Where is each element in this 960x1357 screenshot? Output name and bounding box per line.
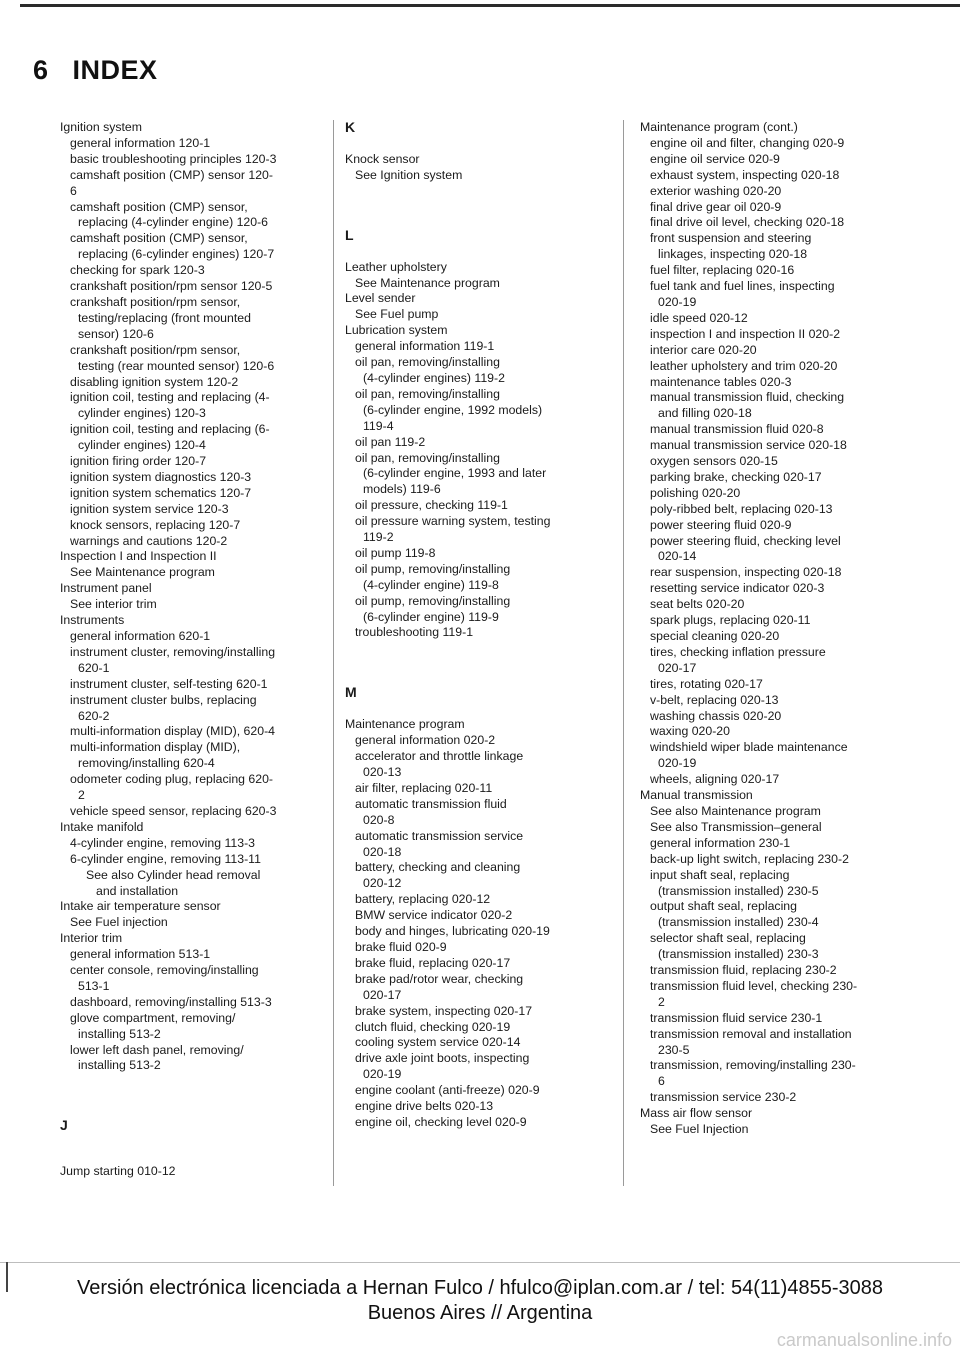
index-subentry: troubleshooting 119-1: [355, 625, 474, 640]
index-subentry: transmission removal and installation: [650, 1026, 852, 1041]
index-subentry: input shaft seal, replacing: [650, 867, 790, 882]
index-subentry: manual transmission fluid 020-8: [650, 422, 824, 437]
index-subentry: rear suspension, inspecting 020-18: [650, 565, 842, 580]
index-subentry: wheels, aligning 020-17: [650, 772, 780, 787]
index-subentry: cylinder engines) 120-4: [78, 438, 206, 453]
index-subentry: See Fuel Injection: [650, 1122, 749, 1137]
index-subentry: See Fuel injection: [70, 915, 168, 930]
index-heading: Inspection I and Inspection II: [60, 549, 217, 564]
index-subentry: battery, replacing 020-12: [355, 892, 491, 907]
index-subentry: 020-19: [658, 756, 697, 771]
index-subentry: See interior trim: [70, 597, 157, 612]
index-subentry: air filter, replacing 020-11: [355, 780, 493, 795]
index-subentry: transmission fluid service 230-1: [650, 1010, 823, 1025]
index-subentry: general information 120-1: [70, 135, 211, 150]
index-subentry: testing/replacing (front mounted: [78, 310, 251, 325]
index-subentry: brake fluid, replacing 020-17: [355, 955, 511, 970]
index-subentry: 020-17: [658, 660, 697, 675]
index-subentry: BMW service indicator 020-2: [355, 908, 513, 923]
index-subentry: spark plugs, replacing 020-11: [650, 613, 811, 628]
watermark: carmanualsonline.info: [776, 1330, 952, 1350]
index-subentry: automatic transmission service: [355, 828, 524, 843]
index-subentry: tires, rotating 020-17: [650, 676, 763, 691]
index-subentry: installing 513-2: [78, 1058, 161, 1073]
index-subentry: glove compartment, removing/: [70, 1010, 236, 1025]
index-subentry: ignition system service 120-3: [70, 501, 229, 516]
index-subentry: 020-19: [363, 1067, 402, 1082]
index-subentry: installing 513-2: [78, 1026, 161, 1041]
index-subentry: oil pump 119-8: [355, 545, 436, 560]
index-subentry: engine oil service 020-9: [650, 151, 780, 166]
index-subentry: polishing 020-20: [650, 485, 741, 500]
index-subentry: brake fluid 020-9: [355, 939, 447, 954]
index-subentry: power steering fluid 020-9: [650, 517, 792, 532]
index-subentry: odometer coding plug, replacing 620-: [70, 772, 274, 787]
index-subentry: exhaust system, inspecting 020-18: [650, 167, 840, 182]
index-subentry: oil pump, removing/installing: [355, 593, 511, 608]
spacer: [345, 136, 617, 152]
index-subentry: crankshaft position/rpm sensor,: [70, 342, 241, 357]
index-subentry: leather upholstery and trim 020-20: [650, 358, 838, 373]
index-subentry: crankshaft position/rpm sensor 120-5: [70, 279, 273, 294]
index-subentry: See Fuel pump: [355, 307, 439, 322]
index-heading: Level sender: [345, 291, 416, 306]
index-subentry: transmission fluid level, checking 230-: [650, 978, 858, 993]
index-subentry: drive axle joint boots, inspecting: [355, 1051, 530, 1066]
index-subentry: poly-ribbed belt, replacing 020-13: [650, 501, 833, 516]
index-subentry: (4-cylinder engine) 119-8: [363, 577, 499, 592]
index-subentry: oil pump, removing/installing: [355, 561, 511, 576]
spacer: [345, 184, 617, 228]
index-subentry: camshaft position (CMP) sensor 120-: [70, 167, 273, 182]
index-heading: Ignition system: [60, 120, 143, 134]
index-subentry: dashboard, removing/installing 513-3: [70, 994, 272, 1009]
index-subentry: general information 119-1: [355, 339, 495, 354]
index-subentry: automatic transmission fluid: [355, 796, 507, 811]
index-subentry: warnings and cautions 120-2: [70, 533, 228, 548]
index-subentry: power steering fluid, checking level: [650, 533, 841, 548]
index-subentry: instrument cluster, self-testing 620-1: [70, 676, 268, 691]
index-subentry: replacing (6-cylinder engines) 120-7: [78, 247, 275, 262]
index-heading: Knock sensor: [345, 151, 420, 166]
index-subentry: 2: [658, 994, 665, 1009]
index-subentry: engine oil and filter, changing 020-9: [650, 135, 845, 150]
index-subentry: 620-1: [78, 660, 110, 675]
index-subentry: camshaft position (CMP) sensor,: [70, 199, 248, 214]
index-heading: Instrument panel: [60, 581, 152, 596]
page-number: 6: [33, 54, 49, 85]
index-subentry: See also Transmission–general: [650, 819, 822, 834]
index-subentry: See also Maintenance program: [650, 803, 821, 818]
index-subentry: oil pan, removing/installing: [355, 450, 500, 465]
index-subentry: manual transmission fluid, checking: [650, 390, 845, 405]
index-subentry: 020-12: [363, 876, 402, 891]
index-subentry: 230-5: [658, 1042, 690, 1057]
index-subentry: (6-cylinder engine) 119-9: [363, 609, 499, 624]
index-subentry: fuel tank and fuel lines, inspecting: [650, 279, 835, 294]
index-heading: Leather upholstery: [345, 259, 447, 274]
index-subentry: final drive gear oil 020-9: [650, 199, 782, 214]
index-subentry: maintenance tables 020-3: [650, 374, 792, 389]
index-subentry: clutch fluid, checking 020-19: [355, 1019, 511, 1034]
index-column-2: [345, 120, 617, 1131]
index-subentry: accelerator and throttle linkage: [355, 749, 524, 764]
section-letter: M: [345, 684, 357, 701]
index-subentry: oil pan, removing/installing: [355, 355, 500, 370]
index-subentry: resetting service indicator 020-3: [650, 581, 825, 596]
page-title: INDEX: [72, 54, 158, 85]
index-subentry: (transmission installed) 230-3: [658, 947, 819, 962]
index-subentry: 020-18: [363, 844, 402, 859]
index-subentry: knock sensors, replacing 120-7: [70, 517, 241, 532]
index-subentry: vehicle speed sensor, replacing 620-3: [70, 803, 277, 818]
index-heading: Interior trim: [60, 931, 123, 946]
index-subentry: tires, checking inflation pressure: [650, 644, 826, 659]
index-subentry: multi-information display (MID),: [70, 740, 241, 755]
index-subentry: 020-19: [658, 294, 697, 309]
top-rule: [20, 4, 960, 7]
index-subentry: (6-cylinder engine, 1992 models): [363, 402, 543, 417]
index-subentry: back-up light switch, replacing 230-2: [650, 851, 849, 866]
index-column-1: [60, 120, 332, 1180]
index-heading: Intake air temperature sensor: [60, 899, 221, 914]
index-subentry: See Maintenance program: [355, 275, 500, 290]
index-subentry: general information 020-2: [355, 733, 496, 748]
section-letter: K: [345, 119, 356, 135]
index-subentry: oil pressure, checking 119-1: [355, 498, 508, 513]
index-subentry: transmission, removing/installing 230-: [650, 1058, 856, 1073]
index-subentry: 6: [658, 1074, 665, 1089]
index-subentry: 020-8: [363, 812, 395, 827]
index-subentry: fuel filter, replacing 020-16: [650, 263, 795, 278]
index-subentry: general information 620-1: [70, 629, 211, 643]
index-subentry: and filling 020-18: [658, 406, 752, 421]
index-subentry: checking for spark 120-3: [70, 263, 205, 278]
index-subentry: sensor) 120-6: [78, 326, 154, 341]
page-header: [33, 52, 158, 88]
index-subentry: manual transmission service 020-18: [650, 438, 847, 453]
section-letter: J: [60, 1117, 68, 1134]
index-heading: Maintenance program (cont.): [640, 120, 798, 134]
index-subentry: front suspension and steering: [650, 231, 812, 246]
index-subentry: oxygen sensors 020-15: [650, 454, 778, 469]
index-subentry: removing/installing 620-4: [78, 756, 215, 771]
index-subentry: replacing (4-cylinder engine) 120-6: [78, 215, 269, 230]
license-line: Versión electrónica licenciada a Hernan Fulco / hfulco@iplan.com.ar / tel: 54(11)4855-3088: [77, 1277, 883, 1299]
index-heading: Maintenance program: [345, 717, 465, 732]
index-heading: Lubrication system: [345, 323, 448, 338]
location-line: Buenos Aires // Argentina: [367, 1302, 593, 1324]
index-subentry: selector shaft seal, replacing: [650, 931, 806, 946]
index-subentry: See Maintenance program: [70, 565, 215, 580]
index-subentry: ignition coil, testing and replacing (4-: [70, 390, 270, 405]
index-subentry: oil pan 119-2: [355, 434, 426, 449]
index-subentry: 119-4: [363, 418, 394, 433]
index-subentry: models) 119-6: [363, 482, 441, 497]
index-subentry: transmission fluid, replacing 230-2: [650, 963, 837, 978]
column-divider: [333, 120, 334, 1186]
index-subentry: transmission service 230-2: [650, 1090, 797, 1105]
column-divider: [623, 120, 624, 1186]
index-column-3: [640, 120, 932, 1138]
index-subentry: 119-2: [363, 530, 394, 545]
spacer: [60, 1134, 332, 1164]
index-subentry: parking brake, checking 020-17: [650, 469, 822, 484]
spacer: [60, 1074, 332, 1118]
index-subentry: engine drive belts 020-13: [355, 1099, 494, 1114]
index-subentry: ignition coil, testing and replacing (6-: [70, 422, 270, 437]
index-subentry: instrument cluster, removing/installing: [70, 644, 276, 659]
index-subentry: ignition firing order 120-7: [70, 454, 207, 469]
index-subentry: 6-cylinder engine, removing 113-11: [70, 851, 261, 866]
index-subentry: exterior washing 020-20: [650, 183, 782, 198]
index-subentry: 020-17: [363, 987, 402, 1002]
index-subentry: cooling system service 020-14: [355, 1035, 521, 1050]
index-subentry: brake pad/rotor wear, checking: [355, 971, 524, 986]
index-subentry: engine oil, checking level 020-9: [355, 1114, 527, 1129]
index-subentry: 020-14: [658, 549, 697, 564]
index-heading: Instruments: [60, 613, 125, 628]
index-heading: Jump starting 010-12: [60, 1164, 176, 1179]
index-subentry: general information 513-1: [70, 947, 211, 962]
index-subentry: engine coolant (anti-freeze) 020-9: [355, 1083, 540, 1098]
index-subentry: cylinder engines) 120-3: [78, 406, 206, 421]
index-heading: Mass air flow sensor: [640, 1106, 753, 1121]
index-subentry: See also Cylinder head removal: [86, 867, 261, 882]
index-subentry: basic troubleshooting principles 120-3: [70, 151, 277, 166]
index-subentry: and installation: [96, 883, 179, 898]
spacer: [345, 641, 617, 685]
spacer: [345, 701, 617, 717]
index-subentry: oil pan, removing/installing: [355, 386, 500, 401]
index-subentry: 2: [78, 788, 85, 803]
section-letter: L: [345, 226, 354, 243]
index-subentry: (4-cylinder engines) 119-2: [363, 370, 505, 385]
index-subentry: camshaft position (CMP) sensor,: [70, 231, 248, 246]
index-subentry: general information 230-1: [650, 835, 791, 850]
index-subentry: lower left dash panel, removing/: [70, 1042, 244, 1057]
index-subentry: idle speed 020-12: [650, 310, 748, 325]
index-subentry: output shaft seal, replacing: [650, 899, 797, 914]
index-subentry: 020-13: [363, 765, 402, 779]
index-subentry: 620-2: [78, 708, 110, 723]
index-subentry: (transmission installed) 230-5: [658, 883, 819, 898]
index-subentry: 6: [70, 183, 77, 198]
index-subentry: disabling ignition system 120-2: [70, 374, 239, 389]
index-subentry: ignition system diagnostics 120-3: [70, 469, 252, 484]
index-subentry: seat belts 020-20: [650, 597, 745, 612]
index-subentry: final drive oil level, checking 020-18: [650, 215, 845, 230]
index-subentry: multi-information display (MID), 620-4: [70, 724, 276, 739]
index-subentry: 513-1: [78, 978, 110, 993]
index-subentry: battery, checking and cleaning: [355, 860, 521, 875]
index-subentry: v-belt, replacing 020-13: [650, 692, 779, 707]
index-subentry: (transmission installed) 230-4: [658, 915, 819, 930]
index-subentry: center console, removing/installing: [70, 963, 259, 978]
index-subentry: linkages, inspecting 020-18: [658, 247, 808, 262]
index-subentry: waxing 020-20: [650, 724, 730, 739]
index-subentry: washing chassis 020-20: [650, 708, 782, 723]
footer-rule: [0, 1262, 960, 1263]
index-subentry: brake system, inspecting 020-17: [355, 1003, 533, 1018]
index-subentry: oil pressure warning system, testing: [355, 514, 551, 529]
index-subentry: 4-cylinder engine, removing 113-3: [70, 835, 256, 850]
index-subentry: See Ignition system: [355, 167, 463, 182]
index-subentry: windshield wiper blade maintenance: [650, 740, 848, 755]
index-subentry: testing (rear mounted sensor) 120-6: [78, 358, 275, 373]
index-subentry: (6-cylinder engine, 1993 and later: [363, 466, 547, 481]
index-subentry: inspection I and inspection II 020-2: [650, 326, 841, 341]
index-subentry: instrument cluster bulbs, replacing: [70, 692, 257, 707]
index-subentry: crankshaft position/rpm sensor,: [70, 294, 241, 309]
index-heading: Intake manifold: [60, 819, 144, 834]
spacer: [345, 244, 617, 260]
index-subentry: interior care 020-20: [650, 342, 757, 357]
index-subentry: special cleaning 020-20: [650, 629, 780, 643]
index-heading: Manual transmission: [640, 788, 753, 803]
index-subentry: body and hinges, lubricating 020-19: [355, 924, 550, 939]
index-subentry: ignition system schematics 120-7: [70, 485, 252, 500]
